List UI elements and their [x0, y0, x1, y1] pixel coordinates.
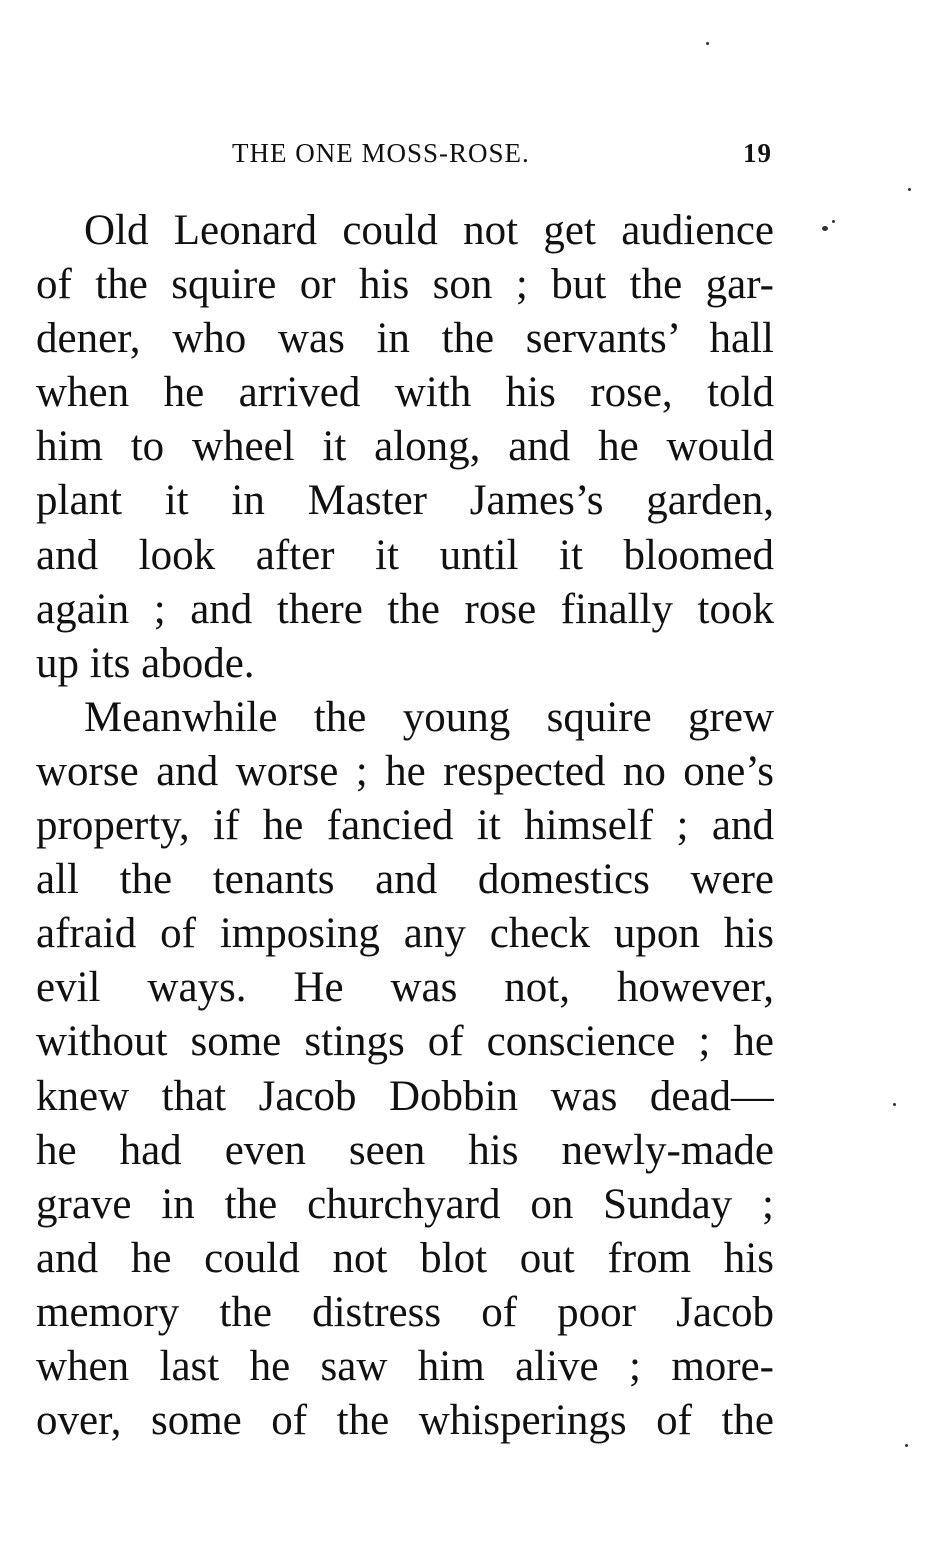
body-text [36, 204, 774, 1448]
text-line: without some stings of conscience ; he [36, 1018, 774, 1066]
text-line: and look after it until it bloomed [36, 531, 774, 579]
book-page [36, 0, 774, 1542]
text-line: memory the distress of poor Jacob [36, 1288, 774, 1336]
print-speck [908, 188, 911, 191]
text-line: all the tenants and domestics were [36, 856, 774, 904]
text-line: over, some of the whisperings of the [36, 1397, 774, 1445]
running-head [36, 138, 774, 178]
text-line: he had even seen his newly-made [36, 1126, 774, 1174]
running-title: THE ONE MOSS-ROSE. [232, 138, 530, 168]
print-speck [822, 226, 828, 231]
text-line: up its abode. [36, 639, 255, 687]
text-line: when last he saw him alive ; more- [36, 1342, 774, 1390]
text-line: Meanwhile the young squire grew [84, 693, 774, 741]
paragraph [36, 691, 774, 1448]
text-line: dener, who was in the servants’ hall [36, 315, 774, 363]
print-speck [832, 220, 835, 223]
text-line: knew that Jacob Dobbin was dead— [36, 1072, 774, 1120]
text-line: again ; and there the rose finally took [36, 585, 774, 633]
text-line: grave in the churchyard on Sunday ; [36, 1180, 774, 1228]
text-line: Old Leonard could not get audience [84, 207, 774, 254]
print-speck [905, 1444, 908, 1447]
text-line: evil ways. He was not, however, [36, 964, 774, 1012]
print-speck [893, 1103, 896, 1106]
text-line: afraid of imposing any check upon his [36, 910, 774, 958]
text-line: him to wheel it along, and he would [36, 423, 774, 471]
text-line: worse and worse ; he respected no one’s [36, 747, 774, 795]
text-line: and he could not blot out from his [36, 1234, 774, 1282]
print-speck [706, 42, 709, 45]
page-number: 19 [743, 138, 772, 168]
text-line: when he arrived with his rose, told [36, 369, 774, 417]
text-line: plant it in Master James’s garden, [36, 477, 774, 525]
paragraph [36, 204, 774, 691]
text-line: of the squire or his son ; but the gar- [36, 261, 774, 309]
text-line: property, if he fancied it himself ; and [36, 802, 774, 850]
